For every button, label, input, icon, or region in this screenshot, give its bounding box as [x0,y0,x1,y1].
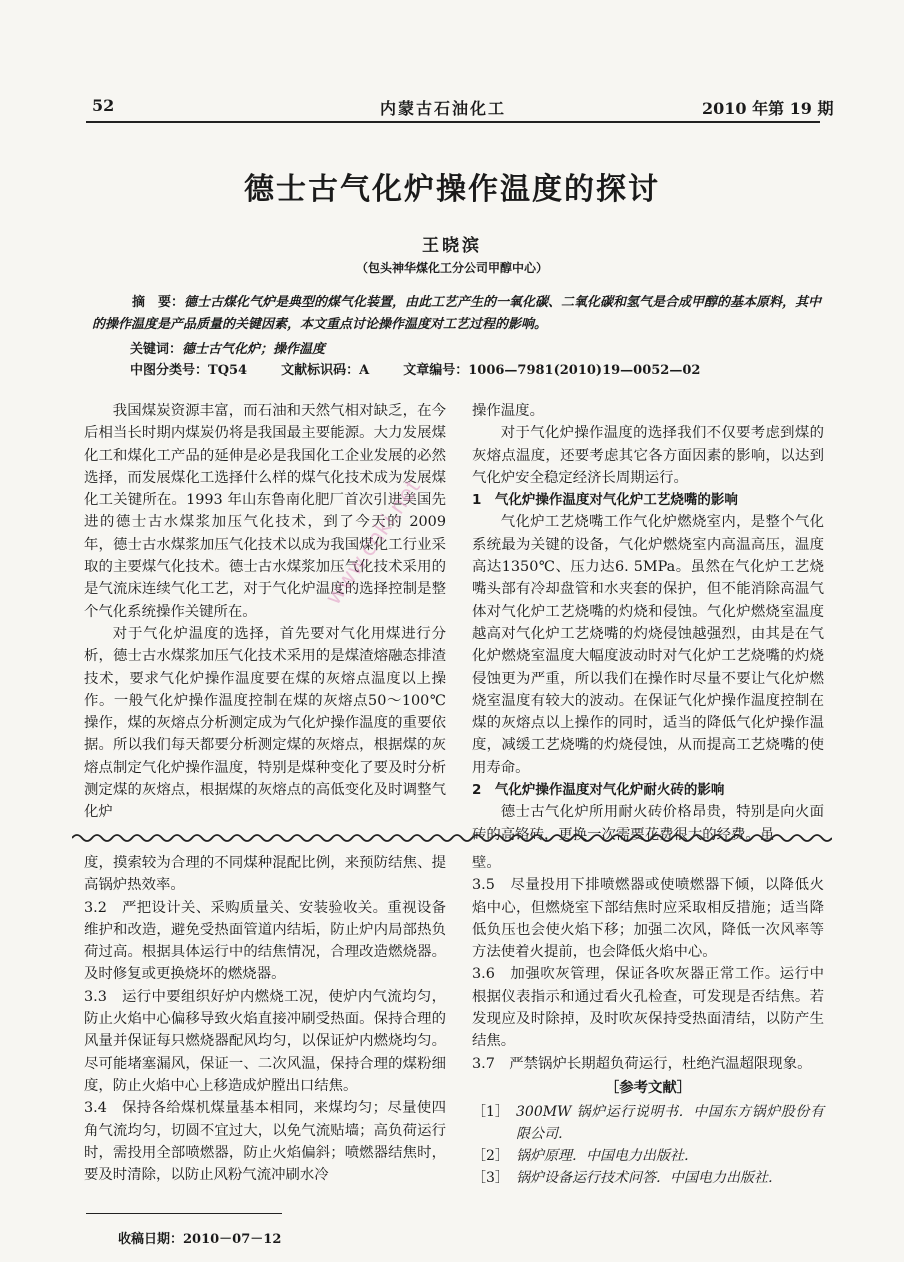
abstract-text: 德士古煤化气炉是典型的煤气化装置，由此工艺产生的一氧化碳、二氧化碳和氢气是合成甲醇的基本原料，其中的操作温度是产品质量的关键因素，本文重点讨论操作温度对工艺过程的影响。 [92,295,822,332]
column-right-top [472,400,824,846]
journal-name: 内蒙古石油化工 [380,99,507,118]
section-divider-wave [72,832,832,844]
article-no-value: 1006—7981(2010)19—0052—02 [468,363,701,378]
issue-label: 2010 年第 19 期 [702,99,834,118]
article-no-label: 文章编号： [403,363,469,378]
paragraph: 气化炉工艺烧嘴工作气化炉燃烧室内，是整个气化系统最为关键的设备，气化炉燃烧室内高温高压，温度高达1350℃、压力达6. 5MPa。虽然在气化炉工艺烧嘴头部有冷却盘管和水夹套的保护，但不能消除高温气体对气化炉工艺烧嘴的灼烧和侵蚀。气化炉燃烧室温度越高对气化炉工艺烧嘴的灼烧侵蚀越强烈，由其是在气化炉燃烧室温度大幅度波动时对气化炉工艺烧嘴的灼烧侵蚀更为严重，所以我们在操作时尽量不要让气化炉燃烧室温度有较大的波动。在保证气化炉操作温度控制在煤的灰熔点以上操作的同时，适当的降低气化炉操作温度，减缓工艺烧嘴的灼烧侵蚀，从而提高工艺烧嘴的使用寿命。 [472,514,824,776]
reference-number: ［3］ [472,1170,509,1187]
section-heading-1: 1 气化炉操作温度对气化炉工艺烧嘴的影响 [472,492,738,509]
column-left-top [84,400,446,824]
article-title: 德士古气化炉操作温度的探讨 [244,172,660,207]
item-3-2: 3.2 严把设计关、采购质量关、安装验收关。重视设备维护和改造，避免受热面管道内结垢，防止炉内局部热负荷过高。根据具体运行中的结焦情况，合理改造燃烧器。及时修复或更换烧坏的燃烧器。 [84,899,446,983]
paragraph: 我国煤炭资源丰富，而石油和天然气相对缺乏，在今后相当长时期内煤炭仍将是我国最主要能源。大力发展煤化工和煤化工产品的延伸是必是我国化工企业发展的必然选择，而发展煤化工选择什么样的煤气化技术成为发展煤化工关键所在。1993 年山东鲁南化肥厂首次引进美国先进的德士古水煤浆加压气化技术，到了今天的 2009 年，德士古水煤浆加压气化技术以成为我国煤化工行业采取的主要煤气化技术。德士古水煤浆加压气化技术采用的是气流床连续气化工艺，对于气化炉温度的选择控制是整个气化系统操作关键所在。 [84,403,446,620]
reference-number: ［1］ [472,1104,509,1121]
reference-text: 300MW 锅炉运行说明书．中国东方锅炉股份有限公司． [516,1104,824,1143]
header-rule [86,121,820,123]
paragraph: 度，摸索较为合理的不同煤种混配比例，来预防结焦、提高锅炉热效率。 [84,855,446,894]
keywords-text: 德士古气化炉；操作温度 [182,342,326,357]
received-date: 收稿日期：2010－07－12 [118,1232,282,1247]
item-3-5: 3.5 尽量投用下排喷燃器或使喷燃器下倾，以降低火焰中心，但燃烧室下部结焦时应采取相反措施；适当降低负压也会使火焰下移；加强二次风，降低一次风率等方法使着火提前，也会降低火焰中心。 [472,877,824,961]
item-3-7: 3.7 严禁锅炉长期超负荷运行，杜绝汽温超限现象。 [472,1055,812,1072]
keywords-label: 关键词： [130,342,183,357]
keywords [130,338,325,357]
column-right-bottom [472,852,824,1189]
reference-number: ［2］ [472,1148,509,1165]
reference-item [472,1101,824,1145]
paragraph: 壁。 [472,855,501,871]
footnote-rule [86,1213,282,1214]
section-heading-2: 2 气化炉操作温度对气化炉耐火砖的影响 [472,782,725,799]
clc-label: 中图分类号： [130,363,209,378]
clc-value: TQ54 [208,363,248,378]
page-number: 52 [92,96,115,115]
article-author: 王晓滨 [422,236,482,256]
item-3-6: 3.6 加强吹灰管理，保证各吹灰器正常工作。运行中根据仪表指示和通过看火孔检查，可发现是否结焦。若发现应及时除掉，及时吹灰保持受热面清结，以防产生结焦。 [472,966,824,1050]
reference-item [472,1167,824,1189]
item-3-3: 3.3 运行中要组织好炉内燃烧工况，使炉内气流均匀，防止火焰中心偏移导致火焰直接冲刷受热面。保持合理的风量并保证每只燃烧器配风均匀，以保证炉内燃烧均匀。尽可能堵塞漏风，保证一、二次风温，保持合理的煤粉细度，防止火焰中心上移造成炉膛出口结焦。 [84,988,446,1094]
paragraph: 操作温度。 [472,403,544,419]
reference-text: 锅炉原理．中国电力出版社． [516,1148,698,1165]
reference-text: 锅炉设备运行技术问答．中国电力出版社． [516,1170,782,1187]
references-heading: ［参考文献］ [604,1078,692,1096]
column-left-bottom [84,852,446,1186]
abstract-label: 摘 要： [132,295,185,310]
classification-line [130,359,830,378]
paragraph: 对于气化炉操作温度的选择我们不仅要考虑到煤的灰熔点温度，还要考虑其它各方面因素的影响，以达到气化炉安全稳定经济长周期运行。 [472,425,824,486]
paragraph: 德士古气化炉所用耐火砖价格昂贵，特别是向火面砖的高铬砖，更换一次需要花费很大的经费。虽 [472,804,824,843]
watermark: www.cnki.net [321,475,426,610]
reference-item [472,1145,824,1167]
paragraph: 对于气化炉温度的选择，首先要对气化用煤进行分析，德士古水煤浆加压气化技术采用的是煤渣熔融态排渣技术，要求气化炉操作温度要在煤的灰熔点温度以上操作。一般气化炉操作温度控制在煤的灰熔点50～100℃操作，煤的灰熔点分析测定成为气化炉操作温度的重要依据。所以我们每天都要分析测定煤的灰熔点，根据煤的灰熔点制定气化炉操作温度，特别是煤种变化了要及时分析测定煤的灰熔点，根据煤的灰熔点的高低变化及时调整气化炉 [84,625,446,821]
doc-code-value: A [359,363,370,378]
item-3-4: 3.4 保持各给煤机煤量基本相同，来煤均匀；尽量使四角气流均匀，切圆不宜过大，以免气流贴墙；高负荷运行时，需投用全部喷燃器，防止火焰偏斜；喷燃器结焦时，要及时清除，以防止风粉气流冲刷水冷 [84,1100,446,1184]
abstract [92,292,830,336]
author-affiliation: （包头神华煤化工分公司甲醇中心） [355,261,548,275]
doc-code-label: 文献标识码： [281,363,360,378]
